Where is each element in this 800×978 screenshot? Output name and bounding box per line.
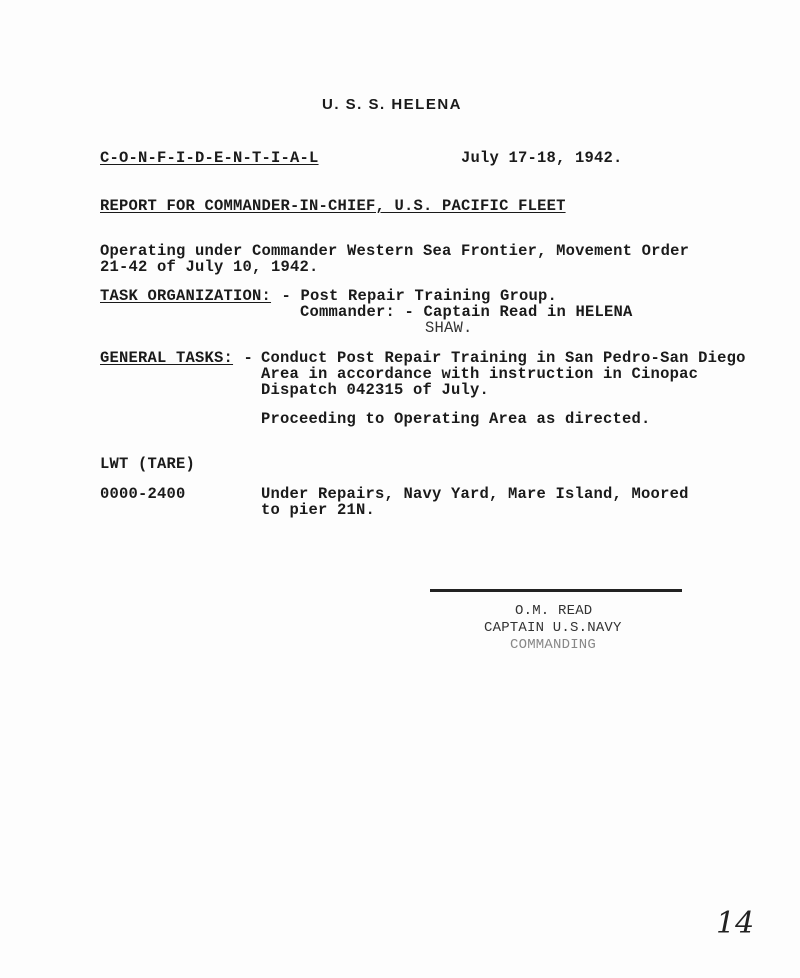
task-organization-label: TASK ORGANIZATION: (100, 287, 272, 305)
handwritten-page-number: 14 (716, 906, 755, 941)
signature-title: COMMANDING (510, 637, 597, 653)
ship-name: U. S. S. HELENA (322, 96, 463, 113)
signature-rank: CAPTAIN U.S.NAVY (484, 620, 622, 636)
general-tasks-line-4: Proceeding to Operating Area as directed. (261, 410, 651, 428)
log-entry-line-1: Under Repairs, Navy Yard, Mare Island, Moored (261, 485, 689, 503)
general-tasks-label: GENERAL TASKS: (100, 349, 234, 367)
log-entry-line-2: to pier 21N. (261, 501, 376, 519)
report-title: REPORT FOR COMMANDER-IN-CHIEF, U.S. PACIFIC FLEET (100, 197, 566, 215)
task-organization-line-3: SHAW. (425, 319, 473, 337)
general-tasks-line-3: Dispatch 042315 of July. (261, 381, 490, 399)
task-organization-line-1: - Post Repair Training Group. (272, 287, 558, 305)
log-time-zone: LWT (TARE) (100, 455, 196, 473)
general-tasks-dash: - (234, 349, 263, 367)
operating-line-1: Operating under Commander Western Sea Frontier, Movement Order (100, 242, 690, 260)
signature-line (430, 589, 682, 592)
operating-line-2: 21-42 of July 10, 1942. (100, 258, 319, 276)
general-tasks-line-2: Area in accordance with instruction in Cinopac (261, 365, 699, 383)
general-tasks-line-1: Conduct Post Repair Training in San Pedro-San Diego (261, 349, 746, 367)
task-organization-line-2: Commander: - Captain Read in HELENA (300, 303, 633, 321)
report-date: July 17-18, 1942. (461, 149, 623, 167)
classification: C-O-N-F-I-D-E-N-T-I-A-L (100, 149, 319, 167)
log-time-range: 0000-2400 (100, 485, 186, 503)
signature-name: O.M. READ (515, 603, 593, 619)
